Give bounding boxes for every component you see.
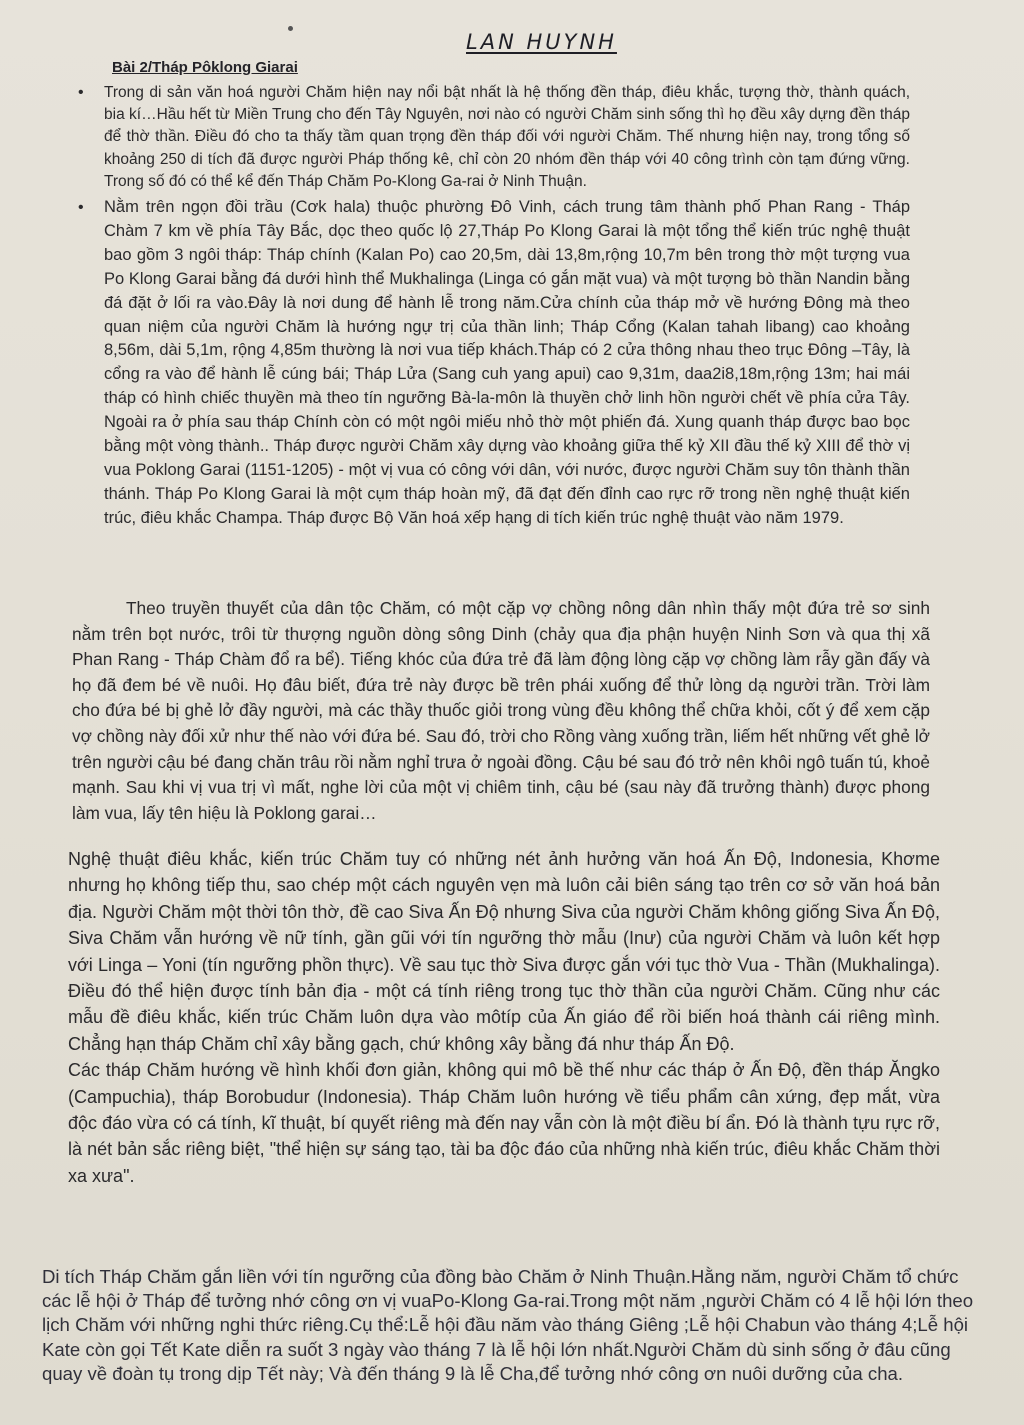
author-name: LAN HUYNH bbox=[466, 30, 617, 54]
bullet-icon: • bbox=[78, 84, 84, 101]
bullet-text: Trong di sản văn hoá người Chăm hiện nay nổi bật nhất là hệ thống đền tháp, điêu khắc, tượng thờ, thành quách, bia kí…Hầu hết từ Miền Trung cho đến Tây Nguyên, nơi nào có người Chăm sinh sống thì họ đều xây dựng đền tháp để thờ thần. Điều đó cho ta thấy tầm quan trọng đền tháp đối với người Chăm. Thế nhưng hiện nay, trong tổng số khoảng 250 di tích đã được người Pháp thống kê, chỉ còn 20 nhóm đền tháp với 40 công trình còn tạm đứng vững. Trong số đó có thể kể đến Tháp Chăm Po-Klong Ga-rai ở Ninh Thuận. bbox=[104, 84, 910, 190]
legend-paragraph bbox=[72, 596, 930, 826]
art-section bbox=[68, 846, 940, 1189]
bullet-paragraph-location bbox=[78, 196, 910, 531]
legend-text: Theo truyền thuyết của dân tộc Chăm, có một cặp vợ chồng nông dân nhìn thấy một đứa trẻ sơ sinh nằm trên bọt nước, trôi từ thượng nguồn dòng sông Dinh (chảy qua địa phận huyện Ninh Sơn và qua thị xã Phan Rang - Tháp Chàm đổ ra bể). Tiếng khóc của đứa trẻ đã làm động lòng cặp vợ chồng làm rẫy gần đấy và họ đã đem bé về nuôi. Họ đâu biết, đứa trẻ này được bề trên phái xuống để thử lòng dạ người trần. Trời làm cho đứa bé bị ghẻ lở đầy người, mà các thầy thuốc giỏi trong vùng đều không thể chữa khỏi, cốt ý để xem cặp vợ chồng này đối xử như thế nào với đứa bé. Sau đó, trời cho Rồng vàng xuống trần, liếm hết những vết ghẻ lở trên người cậu bé đang chăn trâu rồi nằm nghỉ trưa ở ngoài đồng. Cậu bé sau đó trở nên khôi ngô tuấn tú, khoẻ mạnh. Sau khi vị vua trị vì mất, nghe lời của một vị chiêm tinh, cậu bé (sau này đã trưởng thành) được phong làm vua, lấy tên hiệu là Poklong garai… bbox=[72, 598, 930, 823]
bullet-list bbox=[78, 82, 910, 534]
art-paragraph-form: Các tháp Chăm hướng về hình khối đơn giản, không qui mô bề thế như các tháp ở Ấn Độ, đền tháp Ăngko (Campuchia), tháp Borobudur (Indonesia). Tháp Chăm luôn hướng về tiểu phẩm cân xứng, đẹp mắt, vừa độc đáo vừa có cá tính, kĩ thuật, bí quyết riêng mà đến nay vẫn còn là một điều bí ẩn. Đó là thành tựu rực rỡ, là nét bản sắc riêng biệt, "thể hiện sự sáng tạo, tài ba độc đáo của những nhà kiến trúc, điêu khắc Chăm thời xa xưa". bbox=[68, 1060, 940, 1186]
art-paragraph-influence: Nghệ thuật điêu khắc, kiến trúc Chăm tuy có những nét ảnh hưởng văn hoá Ấn Độ, Indonesia, Khơme nhưng họ không tiếp thu, sao chép một cách nguyên vẹn mà luôn cải biên sáng tạo trên cơ sở văn hoá bản địa. Người Chăm một thời tôn thờ, đề cao Siva Ấn Độ nhưng Siva của người Chăm không giống Siva Ấn Độ, Siva Chăm vẫn hướng về nữ tính, gần gũi với tín ngưỡng thờ mẫu (Inư) của người Chăm và luôn kết hợp với Linga – Yoni (tín ngưỡng phồn thực). Về sau tục thờ Siva được gắn với tục thờ Vua - Thần (Mukhalinga). Điều đó thể hiện được tính bản địa - một cá tính riêng trong tục thờ thần của người Chăm. Cũng như các mẫu đề điêu khắc, kiến trúc Chăm luôn dựa vào môtíp của Ấn giáo để rồi biến hoá thành cái riêng mình. Chẳng hạn tháp Chăm chỉ xây bằng gạch, chứ không xây bằng đá như tháp Ấn Độ. bbox=[68, 849, 940, 1054]
document-title: Bài 2/Tháp Pôklong Giarai bbox=[112, 59, 298, 76]
ink-smudge bbox=[288, 26, 293, 31]
festival-paragraph: Di tích Tháp Chăm gắn liền với tín ngưỡng của đồng bào Chăm ở Ninh Thuận.Hằng năm, người Chăm tổ chức các lễ hội ở Tháp để tưởng nhớ công ơn vị vuaPo-Klong Ga-rai.Trong một năm ,người Chăm có 4 lễ hội lớn theo lịch Chăm với những nghi thức riêng.Cụ thể:Lễ hội đầu năm vào tháng Giêng ;Lễ hội Chabun vào tháng 4;Lễ hội Kate còn gọi Tết Kate diễn ra suốt 3 ngày vào tháng 7 là lễ hội lớn nhất.Người Chăm dù sinh sống ở đâu cũng quay về đoàn tụ trong dịp Tết này; Và đến tháng 9 là lễ Cha,để tưởng nhớ công ơn nuôi dưỡng của cha. bbox=[42, 1266, 974, 1384]
bullet-text: Nằm trên ngọn đồi trầu (Cơk hala) thuộc phường Đô Vinh, cách trung tâm thành phố Phan Rang - Tháp Chàm 7 km về phía Tây Bắc, dọc theo quốc lộ 27,Tháp Po Klong Garai là một tổng thể kiến trúc nghệ thuật bao gồm 3 ngôi tháp: Tháp chính (Kalan Po) cao 20,5m, dài 13,8m,rộng 10,7m bên trong thờ một tượng vua Po Klong Garai bằng đá dưới hình thể Mukhalinga (Linga có gắn mặt vua) và một tượng bò thần Nandin bằng đá đặt ở lối ra vào.Đây là nơi dung để hành lễ trong năm.Cửa chính của tháp mở về hướng Đông mà theo quan niệm của người Chăm là hướng ngự trị của thần linh; Tháp Cổng (Kalan tahah libang) cao khoảng 8,56m, dài 5,1m, rộng 4,85m thường là nơi vua tiếp khách.Tháp có 2 cửa thông nhau theo trục Đông –Tây, là cổng ra vào để hành lễ cúng bái; Tháp Lửa (Sang cuh yang apui) cao 9,31m, daa2i8,18m,rộng 13m; hai mái tháp có hình chiếc thuyền mà theo tín ngưỡng Bà-la-môn là thuyền chở linh hồn người chết về phía cửa Tây. Ngoài ra ở phía sau tháp Chính còn có một ngôi miếu nhỏ thờ một phiến đá. Xung quanh tháp được bao bọc bằng một vòng thành.. Tháp được người Chăm xây dựng vào khoảng giữa thế kỷ XII đầu thế kỷ XIII để thờ vị vua Poklong Garai (1151-1205) - một vị vua có công với dân, với nước, được người Chăm suy tôn thành thần thánh. Tháp Po Klong Garai là một cụm tháp hoàn mỹ, đã đạt đến đỉnh cao rực rỡ trong nền nghệ thuật kiến trúc, điêu khắc Champa. Tháp được Bộ Văn hoá xếp hạng di tích kiến trúc nghệ thuật vào năm 1979. bbox=[104, 198, 910, 527]
bullet-paragraph-intro bbox=[78, 82, 910, 193]
bullet-icon: • bbox=[78, 199, 84, 217]
